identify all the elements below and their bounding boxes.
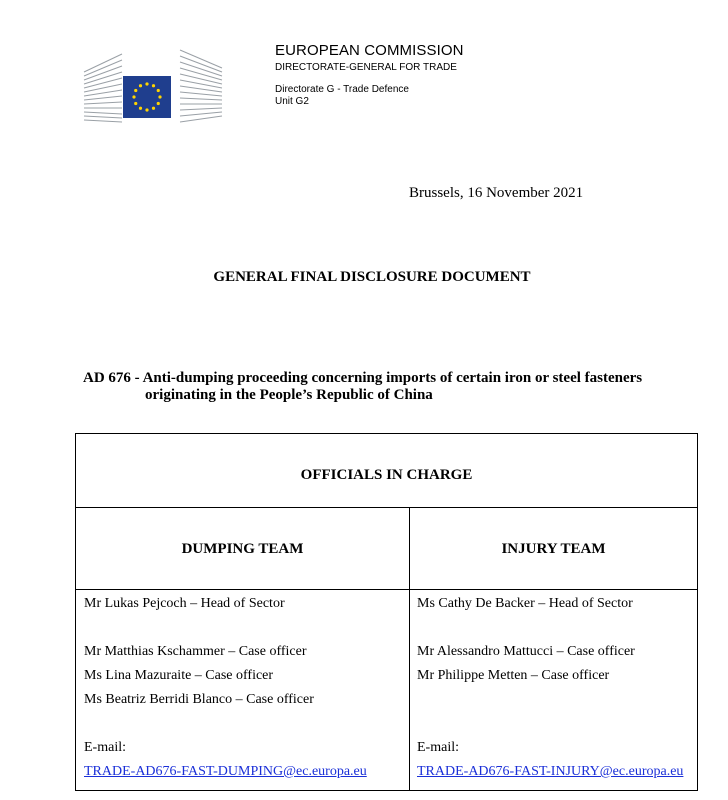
organization-name: EUROPEAN COMMISSION [275, 42, 464, 59]
european-commission-logo [82, 46, 224, 124]
eu-star-icon [145, 108, 148, 111]
eu-star-icon [152, 107, 155, 110]
eu-star-icon [152, 84, 155, 87]
directorate: Directorate G - Trade Defence [275, 84, 409, 95]
dumping-team-cell [84, 592, 404, 784]
eu-star-icon [134, 102, 137, 105]
injury-team-cell [417, 592, 697, 784]
officials-title: OFFICIALS IN CHARGE [300, 467, 473, 483]
eu-star-icon [157, 102, 160, 105]
dumping-officer: Mr Matthias Kschammer – Case officer [84, 644, 307, 659]
injury-email-link[interactable]: TRADE-AD676-FAST-INJURY@ec.europa.eu [417, 764, 684, 779]
document-title: GENERAL FINAL DISCLOSURE DOCUMENT [213, 269, 531, 285]
officials-header-row [76, 434, 697, 508]
eu-star-icon [139, 107, 142, 110]
dumping-email-link[interactable]: TRADE-AD676-FAST-DUMPING@ec.europa.eu [84, 764, 367, 779]
injury-officer: Mr Philippe Metten – Case officer [417, 668, 610, 683]
eu-flag-building-icon [82, 46, 224, 124]
injury-head: Ms Cathy De Backer – Head of Sector [417, 596, 633, 611]
eu-star-icon [134, 89, 137, 92]
eu-star-icon [157, 89, 160, 92]
dumping-officer: Ms Beatriz Berridi Blanco – Case officer [84, 692, 314, 707]
dumping-officer: Ms Lina Mazuraite – Case officer [84, 668, 274, 683]
column-divider [409, 508, 410, 790]
eu-star-icon [139, 84, 142, 87]
subject-line-1: AD 676 - Anti-dumping proceeding concerning imports of certain iron or steel fasteners [83, 370, 643, 386]
dumping-team-title: DUMPING TEAM [181, 541, 304, 557]
organization-header [275, 43, 464, 109]
directorate-general: DIRECTORATE-GENERAL FOR TRADE [275, 62, 457, 73]
officials-table [75, 433, 698, 791]
injury-team-title: INJURY TEAM [501, 541, 606, 557]
unit: Unit G2 [275, 96, 309, 107]
injury-email-label: E-mail: [417, 740, 459, 755]
dumping-email-label: E-mail: [84, 740, 126, 755]
dumping-head: Mr Lukas Pejcoch – Head of Sector [84, 596, 285, 611]
injury-officer: Mr Alessandro Mattucci – Case officer [417, 644, 635, 659]
eu-star-icon [145, 82, 148, 85]
eu-star-icon [158, 95, 161, 98]
teams-header-row [76, 508, 697, 590]
eu-star-icon [132, 95, 135, 98]
subject-line-2: originating in the People’s Republic of China [145, 387, 433, 403]
subject [83, 370, 683, 404]
place-date: Brussels, 16 November 2021 [409, 185, 584, 201]
